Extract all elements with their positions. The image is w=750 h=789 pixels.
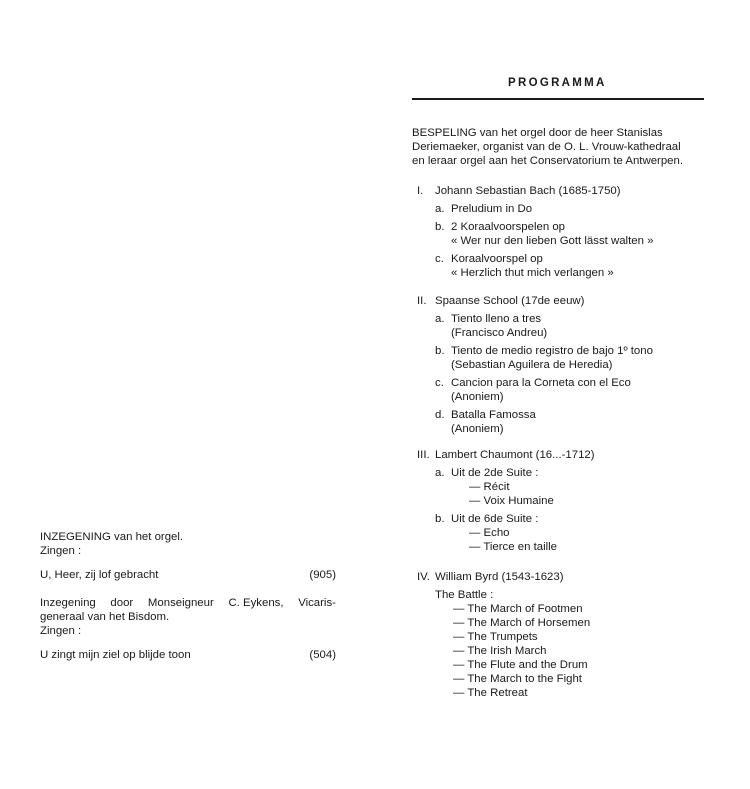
zingen-label-2: Zingen : bbox=[40, 625, 82, 637]
list-item: b. Uit de 6de Suite : — Echo — Tierce en taille bbox=[435, 513, 557, 553]
list-item: — The March of Horsemen bbox=[453, 617, 591, 629]
hymn-number-2: (504) bbox=[309, 649, 336, 661]
zingen-label-1: Zingen : bbox=[40, 545, 82, 557]
blessing-paragraph bbox=[40, 596, 336, 624]
list-item: c. Cancion para la Corneta con el Eco (Anoniem) bbox=[435, 377, 631, 403]
inzegening-title: INZEGENING van het orgel. bbox=[40, 531, 184, 543]
organ-intro: BESPELING van het orgel door de heer Stanislas Deriemaeker, organist van de O. L. Vrouw-kathedraal en leraar orgel aan het Conservatorium te Antwerpen. bbox=[412, 127, 683, 167]
section-byrd bbox=[417, 570, 590, 700]
list-item: b. Tiento de medio registro de bajo 1º tono (Sebastian Aguilera de Heredia) bbox=[435, 345, 653, 371]
battle-title: The Battle : bbox=[435, 589, 494, 601]
section-title: Spaanse School (17de eeuw) bbox=[435, 295, 585, 307]
list-item: b. 2 Koraalvoorspelen op « Wer nur den lieben Gott lässt walten » bbox=[435, 221, 654, 247]
section-chaumont bbox=[417, 448, 595, 554]
left-column bbox=[40, 530, 336, 662]
list-item: c. Koraalvoorspel op « Herzlich thut mich verlangen » bbox=[435, 253, 614, 279]
section-title: Lambert Chaumont (16...-1712) bbox=[435, 449, 595, 461]
section-bach bbox=[417, 184, 653, 280]
section-number: II. bbox=[417, 295, 427, 307]
section-number: III. bbox=[417, 449, 430, 461]
hymn-row-2 bbox=[40, 648, 336, 662]
section-title: William Byrd (1543-1623) bbox=[435, 571, 564, 583]
hymn-title-1: U, Heer, zij lof gebracht bbox=[40, 569, 159, 581]
list-item: — The Retreat bbox=[453, 687, 528, 699]
list-item: — The March to the Fight bbox=[453, 673, 582, 685]
hymn-row-1 bbox=[40, 568, 336, 582]
list-item: — The Flute and the Drum bbox=[453, 659, 588, 671]
heading-divider bbox=[412, 98, 704, 100]
list-item: a. Uit de 2de Suite : — Récit — Voix Humaine bbox=[435, 467, 554, 507]
section-number: I. bbox=[417, 185, 424, 197]
list-item: d. Batalla Famossa (Anoniem) bbox=[435, 409, 536, 435]
section-title: Johann Sebastian Bach (1685-1750) bbox=[435, 185, 621, 197]
list-item: — The Irish March bbox=[453, 645, 547, 657]
hymn-title-2: U zingt mijn ziel op blijde toon bbox=[40, 649, 191, 661]
list-item: a. Preludium in Do bbox=[435, 203, 533, 215]
hymn-number-1: (905) bbox=[309, 569, 336, 581]
blessing-line-1: Inzegening door Monseigneur C. Eykens, Vicaris- bbox=[40, 597, 336, 609]
section-number: IV. bbox=[417, 571, 430, 583]
programma-heading: PROGRAMMA bbox=[508, 77, 607, 89]
list-item: — The March of Footmen bbox=[453, 603, 583, 615]
list-item: — The Trumpets bbox=[453, 631, 538, 643]
list-item: a. Tiento lleno a tres (Francisco Andreu) bbox=[435, 313, 548, 339]
blessing-line-2: generaal van het Bisdom. bbox=[40, 611, 170, 623]
section-spaanse-school bbox=[417, 294, 653, 436]
